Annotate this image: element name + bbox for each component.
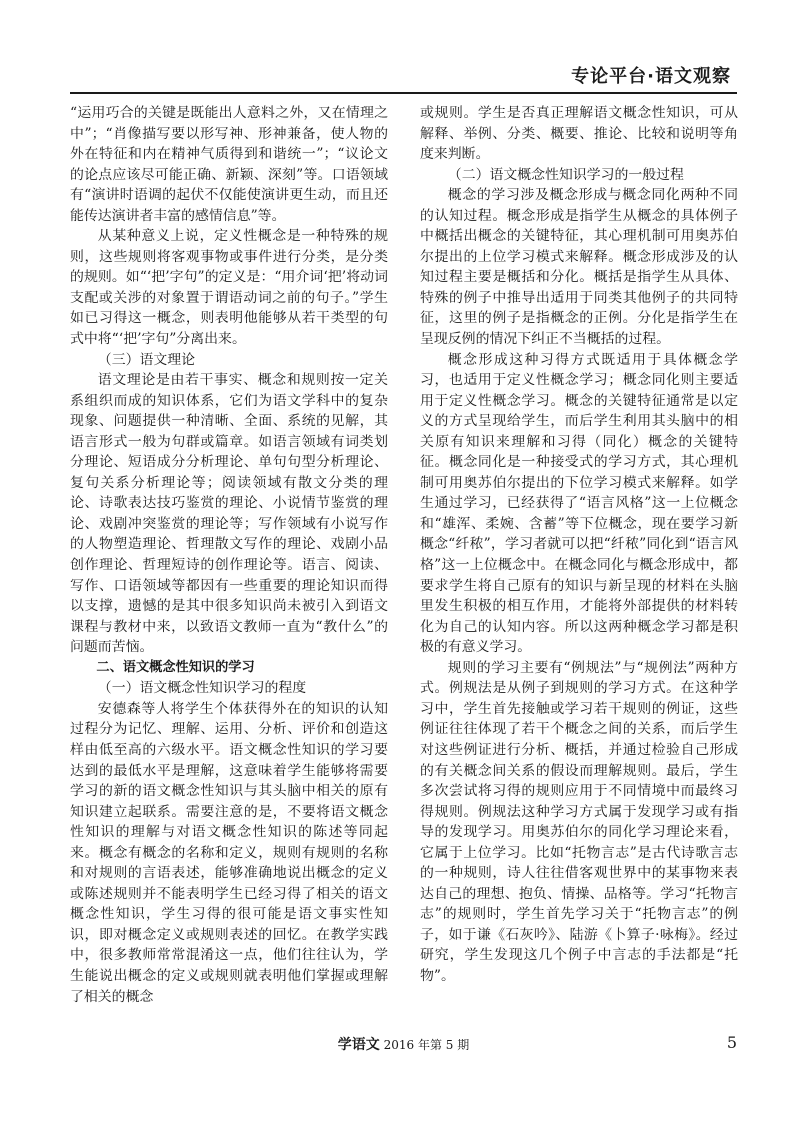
subsection-heading: （二）语文概念性知识学习的一般过程 <box>447 166 684 183</box>
page-number: 5 <box>726 1033 737 1052</box>
paragraph: “运用巧合的关键是既能出人意料之外，又在情理之中”；“肖像描写要以形写神、形神兼备，使人物的外在特征和内在精神气质得到和谐统一”；“议论文的论点应该尽可能正确、新颖、深刻”等。口语领域有“演讲时语调的起伏不仅能使演讲更生动，而且还能传达演讲者丰富的感情信息”等。 <box>70 105 388 224</box>
section-heading: 二、语文概念性知识的学习 <box>96 659 255 675</box>
subsection-heading: （一）语文概念性知识学习的程度 <box>97 680 307 697</box>
paragraph: 安德森等人将学生个体获得外在的知识的认知过程分为记忆、理解、运用、分析、评价和创造这样由低至高的六级水平。语文概念性知识的学习要达到的最低水平是理解，这意味着学生能够将需要学习的新的语文概念性知识与其头脑中相关的原有知识建立起联系。需要注意的是，不要将语文概念性知识的理解与对语文概念性知识的陈述等同起来。概念有概念的名称和定义，规则有规则的名称和对规则的言语表述，能够准确地说出概念的定义或陈述规则并不能表明学生已经习得了相关的语文概念性知识，学生习得的很可能是语文事实性知识，即对概念定义或规则表述的回忆。在教学实践中，很多教师常常混淆这一点，他们往往认为，学生能说出概念的定义或规则就表明他们掌握或理解了相关的概念 <box>70 700 388 1005</box>
footer-journal <box>0 1034 807 1054</box>
subsection-heading: （三）语文理论 <box>97 351 196 368</box>
header-divider <box>70 92 737 94</box>
paragraph: 或规则。学生是否真正理解语文概念性知识，可从解释、举例、分类、概要、推论、比较和说明等角度来判断。 <box>420 105 738 163</box>
paragraph: 概念形成这种习得方式既适用于具体概念学习，也适用于定义性概念学习；概念同化则主要适用于定义性概念学习。概念的关键特征通常是以定义的方式呈现给学生，而后学生利用其头脑中的相关原有知识来理解和习得（同化）概念的关键特征。概念同化是一种接受式的学习方式，其心理机制可用奥苏伯尔提出的下位学习模式来解释。如学生通过学习，已经获得了“语言风格”这一上位概念和“雄浑、柔婉、含蓄”等下位概念，现在要学习新概念“纤秾”，学习者就可以把“纤秾”同化到“语言风格”这一上位概念中。在概念同化与概念形成中，都要求学生将自己原有的知识与新呈现的材料在头脑里发生积极的相互作用，才能将外部提供的材料转化为自己的认知内容。所以这两种概念学习都是积极的有意义学习。 <box>420 351 738 656</box>
right-column <box>420 103 738 987</box>
issue-label: 2016 年第 5 期 <box>379 1038 470 1052</box>
left-column <box>70 103 388 1007</box>
paragraph: 从某种意义上说，定义性概念是一种特殊的规则，这些规则将客观事物或事件进行分类，是分类的规则。如“‘把’字句”的定义是：“用介词‘把’将动词支配或关涉的对象置于谓语动词之前的句子。”学生如已习得这一概念，则表明他能够从若干类型的句式中将“‘把’字句”分离出来。 <box>70 228 388 348</box>
paragraph: 语文理论是由若干事实、概念和规则按一定关系组织而成的知识体系，它们为语文学科中的复杂现象、问题提供一种清晰、全面、系统的见解，其语言形式一般为句群或篇章。如语言领域有词类划分理论、短语成分分析理论、单句句型分析理论、复句关系分析理论等；阅读领域有散文分类的理论、诗歌表达技巧鉴赏的理论、小说情节鉴赏的理论、戏剧冲突鉴赏的理论等；写作领域有小说写作的人物塑造理论、哲理散文写作的理论、戏剧小品创作理论、哲理短诗的创作理论等。语言、阅读、写作、口语领域等都因有一些重要的理论知识而得以支撑，遗憾的是其中很多知识尚未被引入到语文课程与教材中来，以致语文教师一直为“教什么”的问题而苦恼。 <box>70 372 388 656</box>
column-title: 专论平台·语文观察 <box>571 66 731 87</box>
paragraph: 规则的学习主要有“例规法”与“规例法”两种方式。例规法是从例子到规则的学习方式。在这种学习中，学生首先接触或学习若干规则的例证，这些例证往往体现了若干个概念之间的关系，而后学生对这些例证进行分析、概括，并通过检验自己形成的有关概念间关系的假设而理解规则。最后，学生多次尝试将习得的规则应用于不同情境中而最终习得规则。例规法这种学习方式属于发现学习或有指导的发现学习。用奥苏伯尔的同化学习理论来看，它属于上位学习。比如“托物言志”是古代诗歌言志的一种规则，诗人往往借客观世界中的某事物来表达自己的理想、抱负、情操、品格等。学习“托物言志”的规则时，学生首先学习关于“托物言志”的例子，如于谦《石灰吟》、陆游《卜算子·咏梅》。经过研究，学生发现这几个例子中言志的手法都是“托物”。 <box>420 659 738 984</box>
journal-name: 学语文 <box>337 1037 380 1053</box>
paragraph: 概念的学习涉及概念形成与概念同化两种不同的认知过程。概念形成是指学生从概念的具体例子中概括出概念的关键特征，其心理机制可用奥苏伯尔提出的上位学习模式来解释。概念形成涉及的认知过程主要是概括和分化。概括是指学生从具体、特殊的例子中推导出适用于同类其他例子的共同特征，这里的例子是指概念的正例。分化是指学生在呈现反例的情况下纠正不当概括的过程。 <box>420 187 738 348</box>
